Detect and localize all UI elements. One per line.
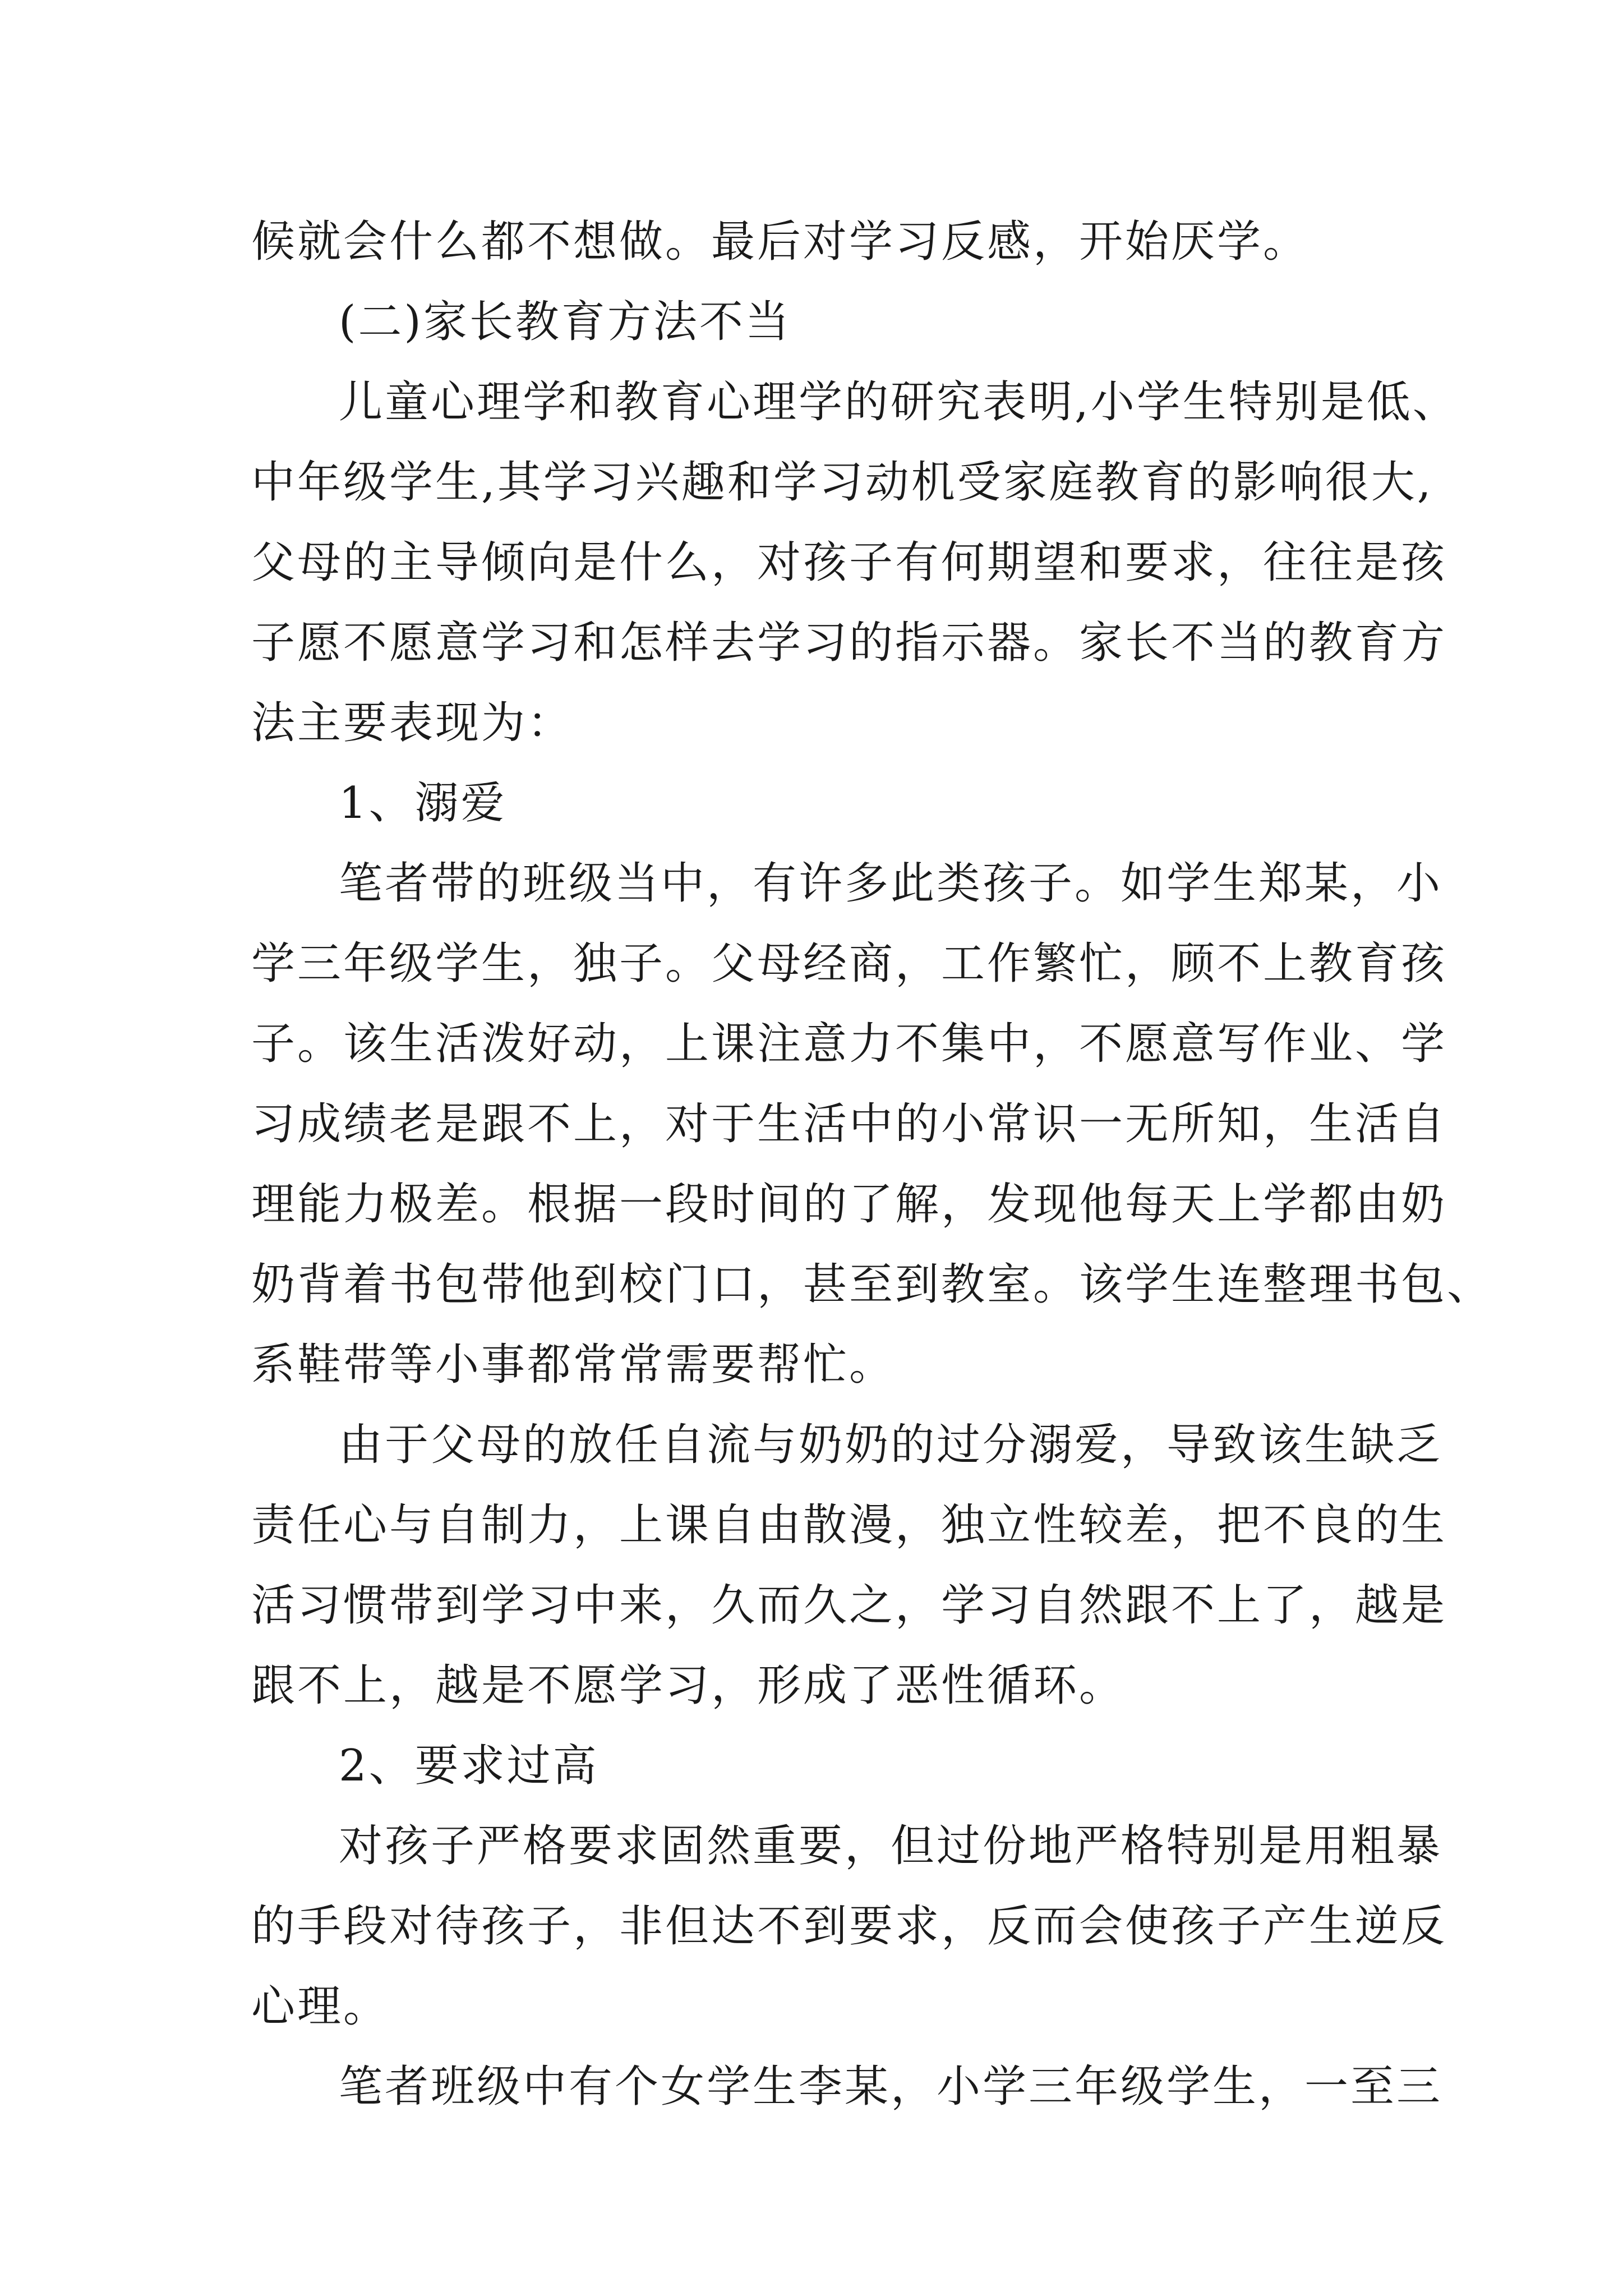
subsection-heading: 2、要求过高 xyxy=(339,1741,599,1791)
text-line: 笔者带的班级当中，有许多此类孩子。如学生郑某，小 xyxy=(339,858,1443,909)
text-line: 责任心与自制力，上课自由散漫，独立性较差，把不良的生 xyxy=(251,1500,1447,1550)
text-line: 子。该生活泼好动，上课注意力不集中，不愿意写作业、学 xyxy=(251,1019,1447,1069)
text-line: 中年级学生,其学习兴趣和学习动机受家庭教育的影响很大, xyxy=(251,457,1433,508)
text-line: 习成绩老是跟不上，对于生活中的小常识一无所知，生活自 xyxy=(251,1099,1447,1149)
text-line: 理能力极差。根据一段时间的了解，发现他每天上学都由奶 xyxy=(251,1179,1447,1230)
text-line: 的手段对待孩子，非但达不到要求，反而会使孩子产生逆反 xyxy=(251,1901,1447,1952)
section-heading: (二)家长教育方法不当 xyxy=(339,297,791,347)
text-line: 学三年级学生，独子。父母经商，工作繁忙，顾不上教育孩 xyxy=(251,938,1447,989)
text-line: 奶背着书包带他到校门口，甚至到教室。该学生连整理书包、 xyxy=(251,1259,1493,1310)
body-text xyxy=(251,202,1493,2127)
text-line: 子愿不愿意学习和怎样去学习的指示器。家长不当的教育方 xyxy=(251,618,1447,668)
text-line: 心理。 xyxy=(251,1981,390,2032)
text-line: 儿童心理学和教育心理学的研究表明,小学生特别是低、 xyxy=(339,377,1459,427)
text-line: 笔者班级中有个女学生李某，小学三年级学生，一至三 xyxy=(339,2062,1443,2112)
text-line: 法主要表现为： xyxy=(251,698,574,748)
text-line: 由于父母的放任自流与奶奶的过分溺爱，导致该生缺乏 xyxy=(339,1420,1443,1470)
text-line: 候就会什么都不想做。最后对学习反感，开始厌学。 xyxy=(251,217,1310,267)
text-line: 对孩子严格要求固然重要，但过份地严格特别是用粗暴 xyxy=(339,1821,1443,1871)
text-line: 活习惯带到学习中来，久而久之，学习自然跟不上了，越是 xyxy=(251,1580,1447,1631)
text-line: 父母的主导倾向是什么，对孩子有何期望和要求，往往是孩 xyxy=(251,537,1447,588)
subsection-heading: 1、溺爱 xyxy=(339,778,507,829)
text-line: 系鞋带等小事都常常需要帮忙。 xyxy=(251,1340,896,1390)
text-line: 跟不上，越是不愿学习，形成了恶性循环。 xyxy=(251,1660,1126,1711)
